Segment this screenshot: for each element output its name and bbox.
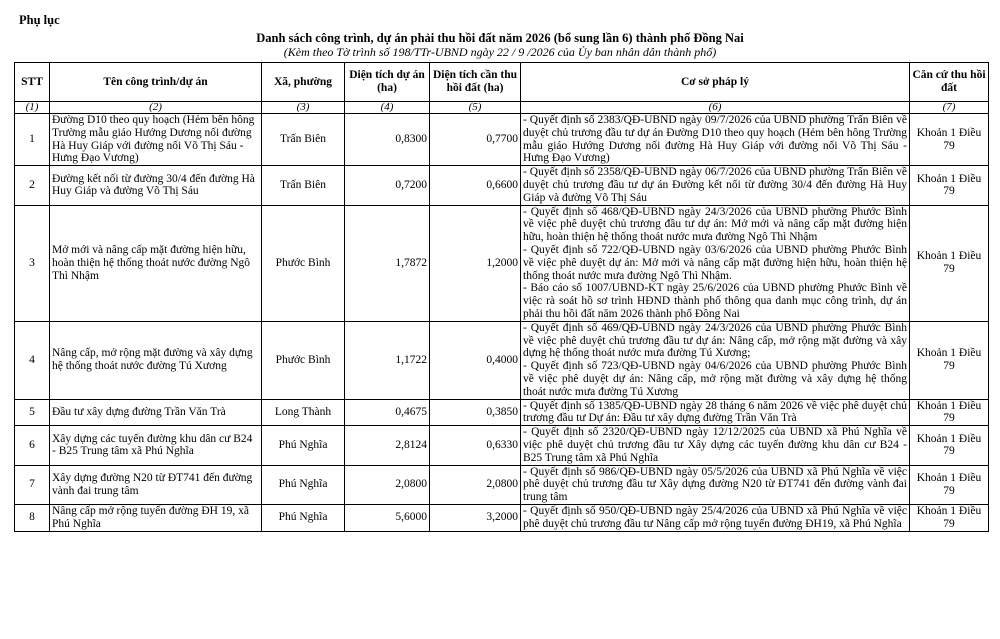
header-ward: Xã, phường bbox=[262, 63, 345, 102]
recovery-area-cell: 0,6330 bbox=[430, 426, 521, 465]
index-cell: (4) bbox=[345, 102, 430, 114]
legal-basis-cell bbox=[521, 114, 910, 166]
table-row bbox=[15, 114, 989, 166]
projects-table bbox=[14, 62, 989, 532]
ward-cell: Phú Nghĩa bbox=[262, 426, 345, 465]
project-area-cell: 2,8124 bbox=[345, 426, 430, 465]
recovery-area-cell: 0,4000 bbox=[430, 321, 521, 399]
header-stt: STT bbox=[15, 63, 50, 102]
legal-entry: - Quyết định số 723/QĐ-UBND ngày 04/6/2026 của UBND phường Phước Bình về việc phê duyệt dự án: Nâng cấp, mở rộng mặt đường và xây dựng hệ thống thoát nước mưa đường Tú Xương bbox=[523, 360, 907, 398]
project-area-cell: 1,7872 bbox=[345, 205, 430, 321]
legal-basis-cell bbox=[521, 465, 910, 504]
table-row bbox=[15, 465, 989, 504]
stt-cell: 4 bbox=[15, 321, 50, 399]
table-row bbox=[15, 399, 989, 426]
ward-cell: Long Thành bbox=[262, 399, 345, 426]
legal-basis-cell bbox=[521, 205, 910, 321]
recovery-basis-cell: Khoản 1 Điều 79 bbox=[910, 205, 989, 321]
project-area-cell: 0,4675 bbox=[345, 399, 430, 426]
table-row bbox=[15, 205, 989, 321]
index-cell: (7) bbox=[910, 102, 989, 114]
recovery-basis-cell: Khoản 1 Điều 79 bbox=[910, 166, 989, 205]
legal-entry: - Quyết định số 986/QĐ-UBND ngày 05/5/2026 của UBND xã Phú Nghĩa về việc phê duyệt chủ trương đầu tư Xây dựng đường N20 từ ĐT741 đến đường vành đai trung tâm bbox=[523, 465, 907, 504]
index-cell: (5) bbox=[430, 102, 521, 114]
legal-entry: - Quyết định số 2358/QĐ-UBND ngày 06/7/2026 của UBND phường Trấn Biên về duyệt chủ trương đầu tư dự án Đường kết nối từ đường 30/4 đến đường Hà Huy Giáp và đường Võ Thị Sáu bbox=[523, 166, 907, 204]
recovery-area-cell: 1,2000 bbox=[430, 205, 521, 321]
legal-basis-cell bbox=[521, 504, 910, 531]
project-name-cell: Đường kết nối từ đường 30/4 đến đường Hà Huy Giáp và đường Võ Thị Sáu bbox=[50, 166, 262, 205]
index-cell: (2) bbox=[50, 102, 262, 114]
legal-basis-cell bbox=[521, 426, 910, 465]
index-cell: (3) bbox=[262, 102, 345, 114]
stt-cell: 2 bbox=[15, 166, 50, 205]
project-name-cell: Nâng cấp, mở rộng mặt đường và xây dựng hệ thống thoát nước đường Tú Xương bbox=[50, 321, 262, 399]
table-row bbox=[15, 426, 989, 465]
project-area-cell: 0,8300 bbox=[345, 114, 430, 166]
legal-entry: - Quyết định số 468/QĐ-UBND ngày 24/3/2026 của UBND phường Phước Bình về việc phê duyệt chủ trương đầu tư dự án: Mở mới và nâng cấp mặt đường hiện hữu, hoàn thiện hệ thống thoát nước mưa đường Ngô Thì Nhậm bbox=[523, 205, 907, 244]
recovery-basis-cell: Khoản 1 Điều 79 bbox=[910, 426, 989, 465]
project-name-cell: Xây dựng đường N20 từ ĐT741 đến đường vành đai trung tâm bbox=[50, 465, 262, 504]
project-area-cell: 0,7200 bbox=[345, 166, 430, 205]
legal-entry: - Quyết định số 469/QĐ-UBND ngày 24/3/2026 của UBND phường Phước Bình về việc phê duyệt chủ trương đầu tư dự án: Nâng cấp, mở rộng mặt đường và xây dựng hệ thống thoát nước mưa đường Tú Xương; bbox=[523, 321, 907, 360]
legal-basis-cell bbox=[521, 321, 910, 399]
index-cell: (1) bbox=[15, 102, 50, 114]
ward-cell: Trấn Biên bbox=[262, 166, 345, 205]
stt-cell: 8 bbox=[15, 504, 50, 531]
header-row bbox=[15, 63, 989, 102]
recovery-area-cell: 3,2000 bbox=[430, 504, 521, 531]
document-title: Danh sách công trình, dự án phải thu hồi đất năm 2026 (bổ sung lần 6) thành phố Đồng Nai bbox=[256, 31, 744, 45]
legal-basis-cell bbox=[521, 399, 910, 426]
project-name-cell: Đầu tư xây dựng đường Trần Văn Trà bbox=[50, 399, 262, 426]
legal-entry: - Quyết định số 722/QĐ-UBND ngày 03/6/2026 của UBND phường Phước Bình về việc phê duyệt dự án: Mở mới và nâng cấp mặt đường hiện hữu, hoàn thiện hệ thống thoát nước mưa đường Ngô Thì Nhậm. bbox=[523, 243, 907, 282]
project-name-cell: Mở mới và nâng cấp mặt đường hiện hữu, hoàn thiện hệ thống thoát nước đường Ngô Thì Nhậm bbox=[50, 205, 262, 321]
legal-entry: - Quyết định số 1385/QĐ-UBND ngày 28 tháng 6 năm 2026 về việc phê duyệt chủ trương đầu tư Dự án: Đầu tư xây dựng đường Trần Văn Trà bbox=[523, 399, 907, 425]
stt-cell: 1 bbox=[15, 114, 50, 166]
legal-entry: - Quyết định số 2320/QĐ-UBND ngày 12/12/2025 của UBND xã Phú Nghĩa về việc phê duyệt chủ trương đầu tư Xây dựng các tuyến đường khu dân cư B24 - B25 Trung tâm xã Phú Nghĩa bbox=[523, 426, 907, 464]
project-area-cell: 2,0800 bbox=[345, 465, 430, 504]
ward-cell: Phú Nghĩa bbox=[262, 504, 345, 531]
recovery-basis-cell: Khoản 1 Điều 79 bbox=[910, 465, 989, 504]
legal-entry: - Quyết định số 2383/QĐ-UBND ngày 09/7/2026 của UBND phường Trấn Biên về duyệt chủ trương đầu tư dự án Đường D10 theo quy hoạch (Hẻm bên hông Trường mẫu giáo Hướng Dương nối đường Hà Huy Giáp với đường nối Võ Thị Sáu - Hưng Đạo Vương) bbox=[523, 114, 907, 165]
legal-entry: - Quyết định số 950/QĐ-UBND ngày 25/4/2026 của UBND xã Phú Nghĩa về việc phê duyệt chủ trương đầu tư Nâng cấp mở rộng tuyến đường ĐH19, xã Phú Nghĩa bbox=[523, 504, 907, 530]
recovery-basis-cell: Khoản 1 Điều 79 bbox=[910, 399, 989, 426]
header-recovery-area: Diện tích cần thu hồi đất (ha) bbox=[430, 63, 521, 102]
recovery-area-cell: 2,0800 bbox=[430, 465, 521, 504]
stt-cell: 3 bbox=[15, 205, 50, 321]
legal-entry: - Báo cáo số 1007/UBND-KT ngày 25/6/2026 của UBND phường Phước Bình về việc rà soát hồ sơ trình HĐND thành phố thông qua danh mục công trình, dự án phải thu hồi đất năm 2026 thành phố Đồng Nai bbox=[523, 282, 907, 320]
ward-cell: Phú Nghĩa bbox=[262, 465, 345, 504]
index-cell: (6) bbox=[521, 102, 910, 114]
ward-cell: Phước Bình bbox=[262, 205, 345, 321]
ward-cell: Trấn Biên bbox=[262, 114, 345, 166]
project-name-cell: Đường D10 theo quy hoạch (Hẻm bên hông Trường mẫu giáo Hướng Dương nối đường Hà Huy Giáp với đường nối Võ Thị Sáu - Hưng Đạo Vương) bbox=[50, 114, 262, 166]
recovery-area-cell: 0,7700 bbox=[430, 114, 521, 166]
index-row bbox=[15, 102, 989, 114]
recovery-area-cell: 0,3850 bbox=[430, 399, 521, 426]
header-project-area: Diện tích dự án (ha) bbox=[345, 63, 430, 102]
recovery-basis-cell: Khoản 1 Điều 79 bbox=[910, 321, 989, 399]
document-subtitle: (Kèm theo Tờ trình số 198/TTr-UBND ngày 22 / 9 /2026 của Ủy ban nhân dân thành phố) bbox=[283, 45, 717, 59]
stt-cell: 5 bbox=[15, 399, 50, 426]
project-name-cell: Nâng cấp mở rộng tuyến đường ĐH 19, xã Phú Nghĩa bbox=[50, 504, 262, 531]
project-area-cell: 1,1722 bbox=[345, 321, 430, 399]
recovery-basis-cell: Khoản 1 Điều 79 bbox=[910, 114, 989, 166]
legal-basis-cell bbox=[521, 166, 910, 205]
appendix-label: Phụ lục bbox=[19, 13, 60, 27]
header-project-name: Tên công trình/dự án bbox=[50, 63, 262, 102]
stt-cell: 7 bbox=[15, 465, 50, 504]
project-name-cell: Xây dựng các tuyến đường khu dân cư B24 - B25 Trung tâm xã Phú Nghĩa bbox=[50, 426, 262, 465]
recovery-area-cell: 0,6600 bbox=[430, 166, 521, 205]
header-recovery-basis: Căn cứ thu hồi đất bbox=[910, 63, 989, 102]
ward-cell: Phước Bình bbox=[262, 321, 345, 399]
recovery-basis-cell: Khoản 1 Điều 79 bbox=[910, 504, 989, 531]
table-row bbox=[15, 166, 989, 205]
stt-cell: 6 bbox=[15, 426, 50, 465]
project-area-cell: 5,6000 bbox=[345, 504, 430, 531]
table-row bbox=[15, 321, 989, 399]
table-row bbox=[15, 504, 989, 531]
header-legal-basis: Cơ sở pháp lý bbox=[521, 63, 910, 102]
